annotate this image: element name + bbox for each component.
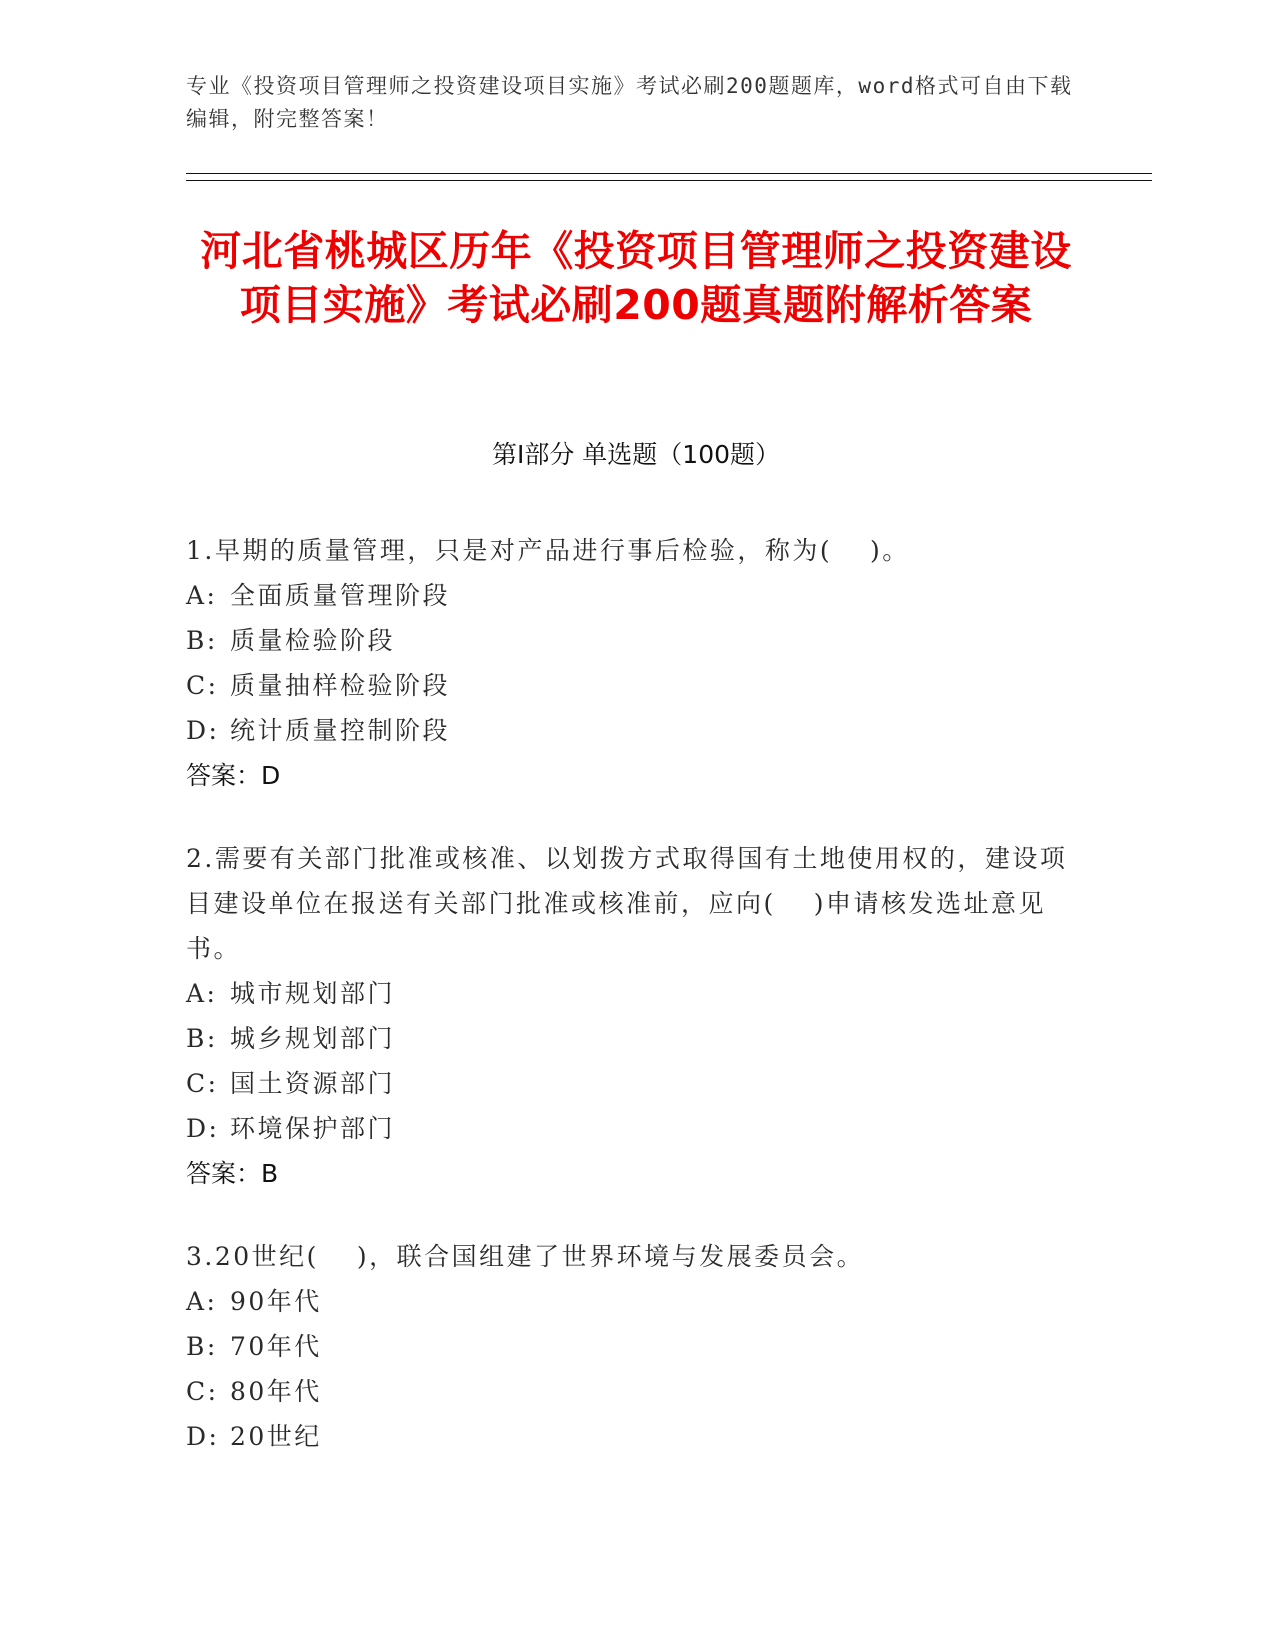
- header-note: 专业《投资项目管理师之投资建设项目实施》考试必刷200题题库，word格式可自由下载编辑，附完整答案！: [186, 74, 1073, 131]
- option-letter: D:: [186, 1422, 220, 1451]
- option-c: [186, 663, 1086, 708]
- option-text: 20世纪: [230, 1422, 322, 1451]
- option-letter: B:: [186, 1024, 218, 1053]
- option-text: 城乡规划部门: [230, 1024, 396, 1053]
- answer: 答案：B: [186, 1159, 279, 1188]
- option-letter: A:: [186, 1287, 218, 1316]
- header-divider-bottom: [186, 180, 1152, 181]
- option-a: [186, 971, 1086, 1016]
- question-stem: 1.早期的质量管理，只是对产品进行事后检验，称为( )。: [186, 536, 910, 565]
- option-letter: D:: [186, 716, 220, 745]
- option-letter: A:: [186, 581, 218, 610]
- option-text: 90年代: [230, 1287, 322, 1316]
- document-title: 河北省桃城区历年《投资项目管理师之投资建设项目实施》考试必刷200题真题附解析答案: [200, 227, 1072, 329]
- option-d: [186, 1414, 1086, 1459]
- option-letter: C:: [186, 1069, 219, 1098]
- option-text: 70年代: [230, 1332, 322, 1361]
- option-letter: B:: [186, 626, 218, 655]
- question-list: [186, 528, 1086, 1497]
- option-text: 城市规划部门: [230, 979, 396, 1008]
- option-text: 质量抽样检验阶段: [230, 671, 451, 700]
- question-1: [186, 528, 1086, 798]
- question-2: [186, 836, 1086, 1196]
- question-stem: 2.需要有关部门批准或核准、以划拨方式取得国有土地使用权的，建设项目建设单位在报送有关部门批准或核准前，应向( )申请核发选址意见书。: [186, 844, 1068, 963]
- question-3: [186, 1234, 1086, 1459]
- option-b: [186, 1324, 1086, 1369]
- option-text: 环境保护部门: [230, 1114, 396, 1143]
- option-c: [186, 1061, 1086, 1106]
- option-letter: A:: [186, 979, 218, 1008]
- option-letter: B:: [186, 1332, 218, 1361]
- option-b: [186, 618, 1086, 663]
- section-title: 第I部分 单选题（100题）: [491, 440, 781, 469]
- option-text: 质量检验阶段: [230, 626, 396, 655]
- option-text: 统计质量控制阶段: [230, 716, 451, 745]
- option-d: [186, 1106, 1086, 1151]
- option-b: [186, 1016, 1086, 1061]
- option-letter: C:: [186, 1377, 219, 1406]
- option-text: 全面质量管理阶段: [230, 581, 451, 610]
- answer: 答案：D: [186, 761, 281, 790]
- option-letter: C:: [186, 671, 219, 700]
- option-a: [186, 1279, 1086, 1324]
- question-stem: 3.20世纪( )，联合国组建了世界环境与发展委员会。: [186, 1242, 865, 1271]
- header-divider-top: [186, 173, 1152, 174]
- option-d: [186, 708, 1086, 753]
- option-c: [186, 1369, 1086, 1414]
- option-letter: D:: [186, 1114, 220, 1143]
- option-a: [186, 573, 1086, 618]
- option-text: 80年代: [230, 1377, 322, 1406]
- option-text: 国土资源部门: [230, 1069, 396, 1098]
